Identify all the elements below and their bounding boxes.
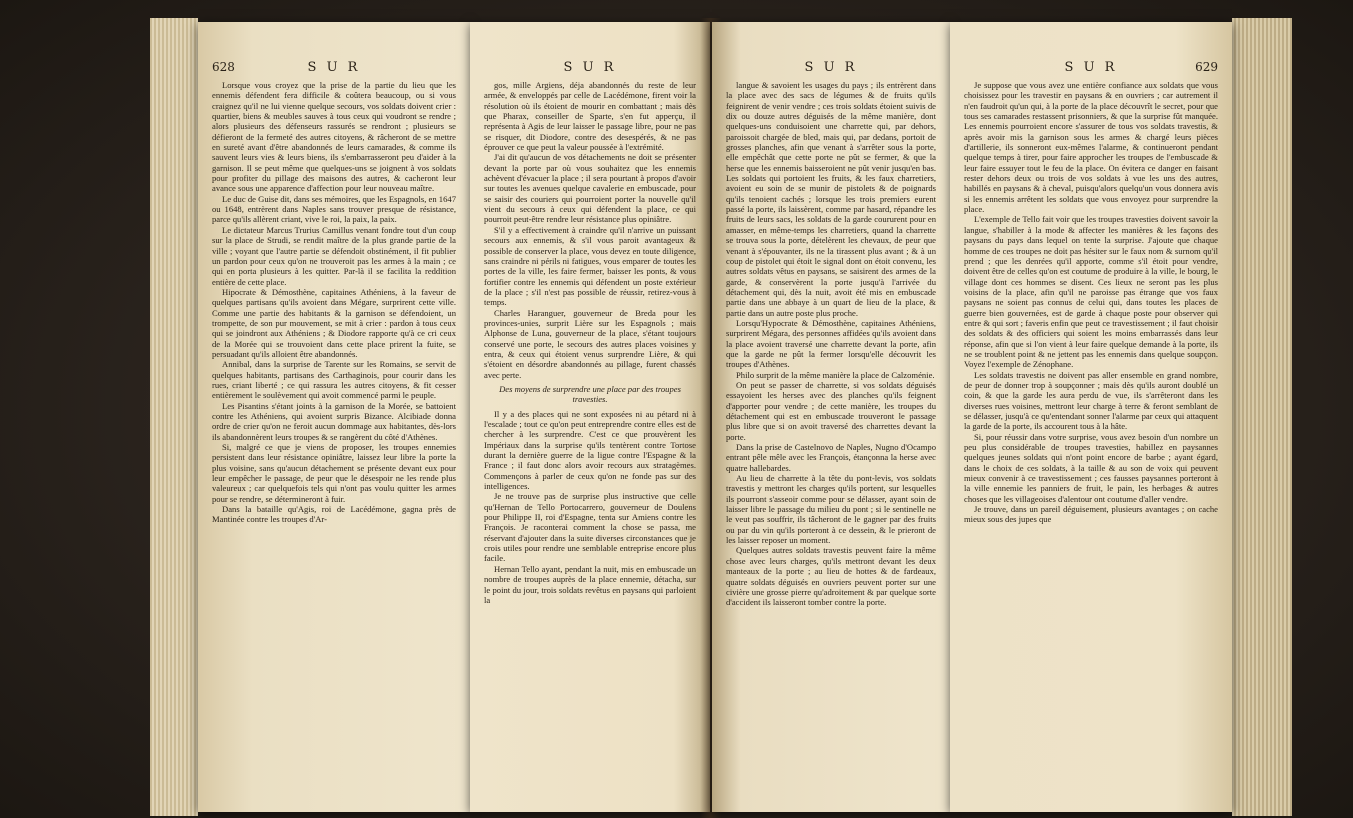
- paragraph: Les Pisantins s'étant joints à la garnison de la Morée, se battoient contre les Athéniens, qui avoient surpris Bizance. Alcibiade donna ordre de crier qu'on ne feroit aucun dommage aux habitantes, dès-lors ils abandonnèrent leurs troupes & se rangèrent du côté d'Athènes.: [212, 400, 456, 442]
- center-left-page-header: [484, 60, 696, 78]
- left-page: [198, 22, 470, 812]
- paragraph: Au lieu de charrette à la tête du pont-levis, vos soldats travestis y mettront les charges qu'ils portent, sur lesquelles ils pourront s'asseoir comme pour se délasser, ayant soin de laisser libre le passage du milieu du pont ; si le sentinelle ne le veut pas souffrir, ils tâcheront de le gagner par des fruits ou par du vin qu'ils porteront à ce dessein, & le prieront de les laisser reposer un moment.: [726, 473, 936, 546]
- paragraph: Philo surprit de la même manière la place de Calzoménie.: [736, 369, 935, 380]
- center-left-page-heading: S U R: [563, 60, 617, 75]
- right-page-edges: [1232, 18, 1292, 816]
- center-right-page: [712, 22, 950, 812]
- center-right-page-heading: S U R: [804, 60, 858, 75]
- paragraph: On peut se passer de charrette, si vos soldats déguisés essayoient les herses avec des planches qu'ils feignent d'apporter pour vendre ; de cette manière, les troupes du détachement qui est en embuscade trouveront le passage plus libre que si on avoit traversé des charrettes devant la porte.: [726, 379, 936, 442]
- paragraph: gos, mille Argiens, déja abandonnés du reste de leur armée, & enveloppés par celle de Lacédémone, firent voir la résolution où ils étoient de mourir en combattant ; mais dès que Pharax, conseiller de Sparte, s'en fut apperçu, il représenta à Agis de leur laisser le passage libre, pour ne pas se risquer, dit Diodore, contre des desespérés, & ne pas éprouver ce que peut la valeur poussée à l'extrémité.: [484, 80, 696, 153]
- paragraph: langue & savoient les usages du pays ; ils entrèrent dans la place avec des sacs de légumes & de fruits qu'ils feignirent de venir vendre ; ces trois soldats étoient suivis de dix ou douze autres déguisés de la même manière, dont quelques-uns conduisoient une charrette qui, par dehors, paroissoit chargée de bled, mais qui, par dedans, portoit de grosses planches, afin que venant à s'arrêter sous la porte, elle empêchât que cette porte ne pût se fermer, & que la herse que les ennemis baisseroient ne pût venir jusqu'en bas. Les soldats qui portoient les fruits, & les faux charretiers, avoient eu soin de se munir de pistolets & de poignards qu'ils tenoient cachés ; lorsque les trois premiers eurent passé la porte, ils laissèrent, comme par hasard, répandre les fruits de leurs sacs, les soldats de la garde coururent pour en amasser, en même-temps les charretiers, quand la charrette se trouva sous la porte, dételèrent les chevaux, de peur que venant à s'épouvanter, ils ne la tirassent plus avant ; & à un coup de pistolet qui étoit le signal dont on étoit convenu, les autres soldats vêtus en paysans, se saisirent des armes de la garde, & conservèrent la porte jusqu'à l'arrivée du détachement qui, dès la nuit, avoit été mis en embuscade partie dans une abbaye à un quart de lieu de la place, & partie dans un autre poste plus proche.: [726, 80, 936, 318]
- left-page-heading: S U R: [307, 60, 361, 75]
- paragraph: Charles Haranguer, gouverneur de Breda pour les provinces-unies, surprit Lière sur les Espagnols ; mais Alphonse de Luna, gouverneur de la place, s'étant toujours conservé une porte, le secours des autres places voisines y entra, & ceux qui étoient venus surprendre Lière, & qui s'étoient en désordre abandonnés au pillage, furent chassés avec perte.: [484, 307, 696, 380]
- paragraph: J'ai dit qu'aucun de vos détachements ne doit se présenter devant la porte par où vous souhaitez que les ennemis achèvent d'évacuer la place ; il sera pourtant à propos d'avoir sur toutes les avenues quelque cavalerie en embuscade, pour se saisir des couriers qui pourroient porter la nouvelle qu'il vient du secours à ceux qui défendent la place, ce qui pourroit peut-être rendre leur résistance plus opiniâtre.: [484, 152, 696, 225]
- paragraph: L'exemple de Tello fait voir que les troupes travesties doivent savoir la langue, s'habiller à la mode & affecter les manières & les façons des paysans du pays dans lequel on tente la surprise. J'ajoute que chaque homme de ces troupes ne doit pas hésiter sur le faux nom & surnom qu'il prend ; que les denrées qu'il apporte, comme s'il étoit pour vendre, doivent être de celles qu'on est coutume de produire à la ville, le bourg, le village dont ces hommes se disent. Ces lieux ne seront pas les plus voisins de la place, afin qu'il ne paroisse pas étrange que vos faux paysans ne soient pas connus de celui qui, dans toutes les places de guerre bien gouvernées, est de garde à chaque poste pour observer qui entre & qui sort ; faveris enfin que peut ce travestissement ; il faut choisir des soldats & des officiers qui soient les moins embarrassés dans leur réponse, afin que si l'on vient à leur faire quelque demande à la porte, ils ne se troublent point & ne jettent pas les ennemis dans quelque soupçon. Voyez l'exemple de Zénophane.: [964, 214, 1218, 370]
- right-page-number: 629: [1195, 60, 1218, 74]
- paragraph: Lorsqu'Hypocrate & Démosthène, capitaines Athéniens, surprirent Mégara, des personnes affidées qu'ils avoient dans la place avoient traversé une charrette devant la porte, afin que la garde ne pût la fermer lorsqu'elle découvrit les troupes d'Athènes.: [726, 317, 936, 370]
- left-page-number: 628: [212, 60, 235, 74]
- center-left-page-text: [484, 80, 696, 605]
- right-page-heading: S U R: [1064, 60, 1118, 75]
- paragraph: Si, malgré ce que je viens de proposer, les troupes ennemies persistent dans leur résistance opiniâtre, laissez leur libre la porte la plus voisine, sans qu'aucun détachement se présente devant eux pour leur empêcher le passage, de peur que le désespoir ne les rende plus valeureux ; car quelquefois tels qui n'ont pas voulu quitter les armes pour se rendre, se détermineront à fuir.: [212, 442, 456, 504]
- center-right-page-text: [726, 80, 936, 608]
- paragraph: Dans la bataille qu'Agis, roi de Lacédémone, gagna près de Mantinée contre les troupes d'Ar-: [212, 504, 456, 525]
- left-page-header: [212, 60, 456, 78]
- paragraph: Je suppose que vous avez une entière confiance aux soldats que vous choisissez pour les travestir en paysans & en ouvriers ; car autrement il n'en faudroit qu'un qui, à la porte de la place découvrît le secret, pour que tous ses camarades restassent prisonniers, & que la surprise fût manquée. Les ennemis pourroient encore s'assurer de tous vos soldats travestis, & après avoir mis la garnison sous les armes & chargé leurs pièces d'artillerie, ils sonneront eux-mêmes l'alarme, & continueront pendant quelque temps à tirer, pour faire approcher les troupes de l'embuscade & leur faire essuyer tout le feu de la place. On évitera ce danger en faisant rester dehors deux ou trois de vos soldats à vue les uns des autres, habillés en paysans & à cheval, puisqu'alors quelqu'un vous donnera avis si les ennemis arrêtent les soldats que vous envoyez pour surprendre la place.: [964, 80, 1218, 215]
- left-page-edges: [150, 18, 198, 816]
- paragraph: Le dictateur Marcus Trurius Camillus venant fondre tout d'un coup sur la place de Strudi, se rendit maître de la plus grande partie de la ville ; voyant que l'autre partie se défendoit obstinément, il fit publier un pardon pour ceux qu'on ne trouveroit pas les armes à la main ; ce qui en porta plusieurs à les quitter. Par-là il se facilita la reddition entière de cette place.: [212, 224, 456, 287]
- paragraph: Dans la prise de Castelnovo de Naples, Nugno d'Ocampo entrant pêle mêle avec les François, étançonna la herse avec quatre hallebardes.: [726, 442, 936, 473]
- right-page: [950, 22, 1232, 812]
- right-page-text: [964, 80, 1218, 525]
- paragraph: Hipocrate & Démosthène, capitaines Athéniens, à la faveur de quelques partisans qu'ils avoient dans Mégare, surprirent cette ville. Comme une partie des habitants & la garnison se défendoient, un trompette, de son pur mouvement, se mit à crier : pardon à tous ceux qui se joindront aux Athéniens ; & Diodore rapporte qu'à ce cri ceux de la Morée qui se trouvoient dans cette place prirent la fuite, se persuadant qu'ils alloient être abandonnés.: [212, 286, 456, 359]
- center-right-page-header: [726, 60, 936, 78]
- paragraph: Il y a des places qui ne sont exposées ni au pétard ni à l'escalade ; tout ce qu'on peut entreprendre contre elles est de chercher à les surprendre. C'est ce que prouvèrent les Impériaux dans la surprise qu'ils tentèrent contre Tortose durant la dernière guerre de la ligue contre l'Espagne & la France ; il faut donc alors avoir recours aux stratagèmes. Commençons à parler de ceux qu'on ne fonde pas sur des intelligences.: [484, 408, 696, 492]
- paragraph: Lorsque vous croyez que la prise de la partie du lieu que les ennemis défendent fera difficile & coûtera beaucoup, ou si vous craignez qu'il ne lui vienne quelque secours, vos soldats doivent crier : quartier, biens & meubles sauves à tous ceux qui voudront se rendre ; alors plusieurs des défenseurs rassurés se rendront ; plusieurs se défieront de la fermeté des autres citoyens, & râcheront de se mettre en sureté avant d'être abandonnés de leurs camarades, & comme ils sauvent leurs vies & leurs biens, ils s'embarrasseront peu d'aider à la garnison. Il se peut même que quelques-uns se joignent à vos soldats pour profiter du pillage des maisons des autres, & cacheront leur avance sous une apparence d'affection pour leur nouveau maître.: [212, 80, 456, 194]
- paragraph: S'il y a effectivement à craindre qu'il n'arrive un puissant secours aux ennemis, & s'il vous paroit avantageux & possible de conserver la place, vous devez en toute diligence, sans craindre ni périls ni fatigues, vous emparer de toutes les portes de la ville, les faire fermer, baisser les ponts, & vous fortifier contre les ennemis qui défendent un poste extérieur de la place ; s'il n'est pas possible de réussir, retirez-vous à temps.: [484, 224, 696, 308]
- paragraph: Je trouve, dans un pareil déguisement, plusieurs avantages ; on cache mieux sous des jupes que: [964, 504, 1218, 525]
- left-page-text: [212, 80, 456, 525]
- paragraph: Hernan Tello ayant, pendant la nuit, mis en embuscade un nombre de troupes auprès de la place ennemie, détacha, sur le point du jour, trois soldats revêtus en paysans qui parloient la: [484, 563, 696, 605]
- paragraph: Le duc de Guise dit, dans ses mémoires, que les Espagnols, en 1647 ou 1648, entrèrent dans Naples sans trouver presque de résistance, parce qu'ils allèrent criant, vive le roi, la paix, la paix.: [212, 193, 456, 225]
- paragraph: Les soldats travestis ne doivent pas aller ensemble en grand nombre, de peur de donner trop à soupçonner ; mais dès qu'ils auront doublé un coin, & que la garde les aura perdu de vue, ils s'arrêteront dans les diverses rues voisines, mettront leur charge à terre & feront semblant de se délasser, jusqu'à ce qu'entendant sonner l'alarme par ceux qui attaquent la garde de la porte, ils accourent tous à la hâte.: [964, 369, 1218, 432]
- paragraph: Si, pour réussir dans votre surprise, vous avez besoin d'un nombre un peu plus considérable de troupes travesties, habillez en paysannes quelques jeunes soldats qui n'ont point encore de barbe ; ayant égard, dans le choix de ces soldats, à la taille & au son de voix qui peuvent mieux convenir à ce travestissement ; ces fausses paysannes porteront à la ville ennemie les panniers de fruit, le pain, les herbages & autres choses que les villageoises d'alentour ont coutume d'aller vendre.: [964, 431, 1218, 504]
- center-left-page: [470, 22, 710, 812]
- paragraph: Quelques autres soldats travestis peuvent faire la même chose avec leurs charges, qu'ils mettront devant les deux manteaux de la porte ; au lieu de hottes & de fardeaux, quatre soldats déguisés en ouvriers peuvent porter sur une civière une grosse pierre qu'adroitement & par quelque sorte d'accident ils laisseront tomber contre la porte.: [726, 545, 936, 608]
- paragraph: Je ne trouve pas de surprise plus instructive que celle qu'Hernan de Tello Portocarrero, gouverneur de Doulens pour Philippe II, roi d'Espagne, tenta sur Amiens contre les François. Je raconterai comment la chose se passa, me réservant d'ajouter dans la suite diverses circonstances que je crois utiles pour rendre une semblable entreprise encore plus facile.: [484, 491, 696, 564]
- section-title: Des moyens de surprendre une place par des troupes travesties.: [499, 383, 681, 405]
- right-page-header: [964, 60, 1218, 78]
- paragraph: Annibal, dans la surprise de Tarente sur les Romains, se servit de quelques habitants, partisans des Carthaginois, pour courir dans les rues, criant liberté ; ce qui rassura les autres citoyens, & fit cesser entièrement le soulèvement qui avoit commencé parmi le peuple.: [212, 359, 456, 401]
